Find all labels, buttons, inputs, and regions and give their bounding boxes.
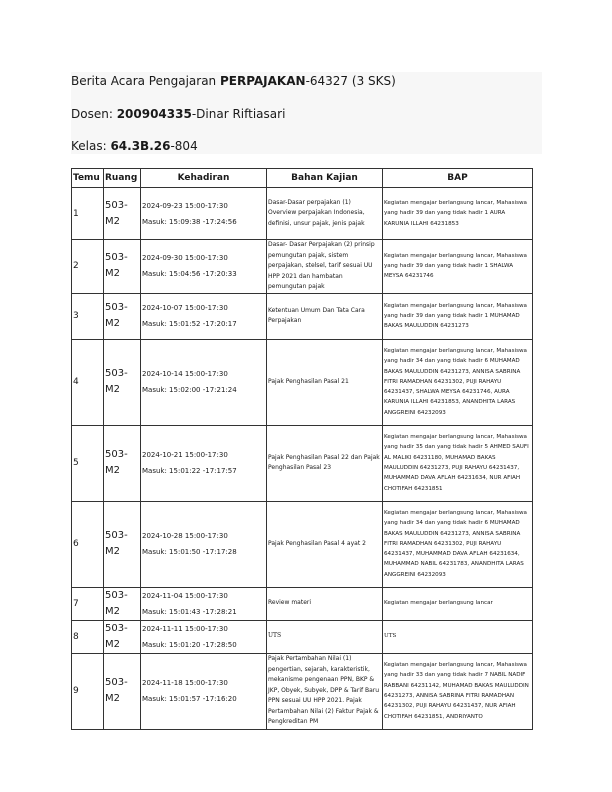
cell-kehadiran [141, 501, 267, 587]
cell-ruang: 503-M2 [104, 620, 141, 653]
cell-kehadiran [141, 240, 267, 294]
cell-masuk: Masuk: 15:01:52 -17:20:17 [142, 320, 237, 328]
table-row [72, 501, 533, 587]
cell-bahan-kajian: Pajak Pertambahan Nilai (1) pengertian, sejarah, karakteristik, mekanisme pengenaan PPN, BKP & JKP, Obyek, Subyek, DPP & Tarif Baru PPN sesuai UU HPP 2021. Pajak Pertambahan Nilai (2) Faktur Pajak & Pengkreditan PM [267, 653, 383, 729]
title-prefix: Berita Acara Pengajaran [71, 74, 220, 88]
cell-temu: 5 [72, 425, 104, 501]
cell-ruang: 503-M2 [104, 587, 141, 620]
cell-jadwal: 2024-10-07 15:00-17:30 [142, 304, 228, 312]
cell-ruang: 503-M2 [104, 240, 141, 294]
cell-jadwal: 2024-10-14 15:00-17:30 [142, 370, 228, 378]
header-bap: BAP [383, 169, 533, 188]
kelas-suffix: -804 [170, 139, 198, 153]
table-row [72, 339, 533, 425]
table-row [72, 188, 533, 240]
cell-jadwal: 2024-10-21 15:00-17:30 [142, 451, 228, 459]
table-row [72, 240, 533, 294]
cell-ruang: 503-M2 [104, 425, 141, 501]
cell-kehadiran [141, 293, 267, 339]
cell-temu: 1 [72, 188, 104, 240]
cell-bahan-kajian: Ketentuan Umum Dan Tata Cara Perpajakan [267, 293, 383, 339]
table-row [72, 620, 533, 653]
header-temu: Temu [72, 169, 104, 188]
cell-masuk: Masuk: 15:01:22 -17:17:57 [142, 467, 237, 475]
cell-temu: 3 [72, 293, 104, 339]
cell-jadwal: 2024-11-04 15:00-17:30 [142, 591, 228, 600]
cell-masuk: Masuk: 15:01:50 -17:17:28 [142, 548, 237, 556]
cell-masuk: Masuk: 15:01:20 -17:28:50 [142, 640, 237, 649]
cell-masuk: Masuk: 15:02:00 -17:21:24 [142, 386, 237, 394]
cell-masuk: Masuk: 15:01:43 -17:28:21 [142, 607, 237, 616]
table-row [72, 587, 533, 620]
cell-bahan-kajian: Pajak Penghasilan Pasal 22 dan Pajak Penghasilan Pasal 23 [267, 425, 383, 501]
kelas-label: Kelas: [71, 139, 111, 153]
kelas-code: 64.3B.26 [110, 139, 171, 153]
cell-bap: Kegiatan mengajar berlangsung lancar, Mahasiswa yang hadir 34 dan yang tidak hadir 6 MUHAMAD BAKAS MAULUDDIN 64231273, ANNISA SABRINA FITRI RAMADHAN 64231302, PUJI RAHAYU 64231437, SHALWA MEYSA 64231746, AURA KARUNIA ILLAHI 64231853, ANANDHITA LARAS ANGGREINI 64232093 [383, 339, 533, 425]
cell-jadwal: 2024-11-11 15:00-17:30 [142, 624, 228, 633]
cell-bahan-kajian: UTS [267, 620, 383, 653]
cell-bahan-kajian: Pajak Penghasilan Pasal 21 [267, 339, 383, 425]
table-row [72, 653, 533, 729]
cell-kehadiran [141, 339, 267, 425]
header-kehadiran: Kehadiran [141, 169, 267, 188]
header-bahan-kajian: Bahan Kajian [267, 169, 383, 188]
cell-jadwal: 2024-11-18 15:00-17:30 [142, 679, 228, 687]
kelas-line [71, 139, 198, 153]
course-line [71, 74, 396, 88]
table-row [72, 293, 533, 339]
cell-ruang: 503-M2 [104, 653, 141, 729]
dosen-line [71, 107, 285, 121]
cell-ruang: 503-M2 [104, 501, 141, 587]
table-row [72, 425, 533, 501]
cell-masuk: Masuk: 15:04:56 -17:20:33 [142, 270, 237, 279]
cell-ruang: 503-M2 [104, 293, 141, 339]
cell-bap: Kegiatan mengajar berlangsung lancar, Mahasiswa yang hadir 39 dan yang tidak hadir 1 MUHAMAD BAKAS MAULUDDIN 64231273 [383, 293, 533, 339]
cell-bahan-kajian: Review materi [267, 587, 383, 620]
cell-bahan-kajian: Pajak Penghasilan Pasal 4 ayat 2 [267, 501, 383, 587]
cell-jadwal: 2024-09-23 15:00-17:30 [142, 201, 228, 210]
dosen-id: 200904335 [116, 107, 192, 121]
cell-temu: 4 [72, 339, 104, 425]
cell-masuk: Masuk: 15:01:57 -17:16:20 [142, 695, 237, 703]
cell-jadwal: 2024-09-30 15:00-17:30 [142, 254, 228, 263]
course-name: PERPAJAKAN [219, 74, 306, 88]
cell-bap: Kegiatan mengajar berlangsung lancar [383, 587, 533, 620]
cell-temu: 7 [72, 587, 104, 620]
cell-bap: Kegiatan mengajar berlangsung lancar, Mahasiswa yang hadir 33 dan yang tidak hadir 7 NABIL NADIF RABBANI 64231142, MUHAMAD BAKAS MAULUDDIN 64231273, ANNISA SABRINA FITRI RAMADHAN 64231302, PUJI RAHAYU 64231437, NUR AFIAH CHOTIFAH 64231851, ANDRIYANTO [383, 653, 533, 729]
dosen-name: -Dinar Riftiasari [191, 107, 286, 121]
cell-bahan-kajian: Dasar- Dasar Perpajakan (2) prinsip pemungutan pajak, sistem perpajakan, stelsel, tarif sesuai UU HPP 2021 dan hambatan pemungutan pajak [267, 240, 383, 294]
cell-kehadiran [141, 425, 267, 501]
cell-bap: Kegiatan mengajar berlangsung lancar, Mahasiswa yang hadir 39 dan yang tidak hadir 1 AURA KARUNIA ILLAHI 64231853 [383, 188, 533, 240]
cell-kehadiran [141, 653, 267, 729]
attendance-table [71, 168, 533, 730]
cell-temu: 9 [72, 653, 104, 729]
cell-masuk: Masuk: 15:09:38 -17:24:56 [142, 217, 237, 226]
cell-bap: Kegiatan mengajar berlangsung lancar, Mahasiswa yang hadir 39 dan yang tidak hadir 1 SHALWA MEYSA 64231746 [383, 240, 533, 294]
document-header [71, 72, 542, 154]
cell-kehadiran [141, 587, 267, 620]
table-header-row [72, 169, 533, 188]
cell-bahan-kajian: Dasar-Dasar perpajakan (1) Overview perpajakan Indonesia, definisi, unsur pajak, jenis pajak [267, 188, 383, 240]
cell-bap: Kegiatan mengajar berlangsung lancar, Mahasiswa yang hadir 34 dan yang tidak hadir 6 MUHAMAD BAKAS MAULUDDIN 64231273, ANNISA SABRINA FITRI RAMADHAN 64231302, PUJI RAHAYU 64231437, MUHAMMAD DAVA AFLAH 64231634, MUHAMMAD NABIL 64231783, ANANDHITA LARAS ANGGREINI 64232093 [383, 501, 533, 587]
cell-kehadiran [141, 188, 267, 240]
cell-temu: 2 [72, 240, 104, 294]
dosen-label: Dosen: [71, 107, 117, 121]
cell-ruang: 503-M2 [104, 188, 141, 240]
cell-kehadiran [141, 620, 267, 653]
cell-temu: 6 [72, 501, 104, 587]
cell-bap: UTS [383, 620, 533, 653]
cell-ruang: 503-M2 [104, 339, 141, 425]
cell-jadwal: 2024-10-28 15:00-17:30 [142, 532, 228, 540]
header-ruang: Ruang [104, 169, 141, 188]
cell-bap: Kegiatan mengajar berlangsung lancar, Mahasiswa yang hadir 35 dan yang tidak hadir 5 AHMED SAUFI AL MALIKI 64231180, MUHAMAD BAKAS MAULUDDIN 64231273, PUJI RAHAYU 64231437, MUHAMMAD DAVA AFLAH 64231634, NUR AFIAH CHOTIFAH 64231851 [383, 425, 533, 501]
cell-temu: 8 [72, 620, 104, 653]
course-code: -64327 (3 SKS) [305, 74, 396, 88]
